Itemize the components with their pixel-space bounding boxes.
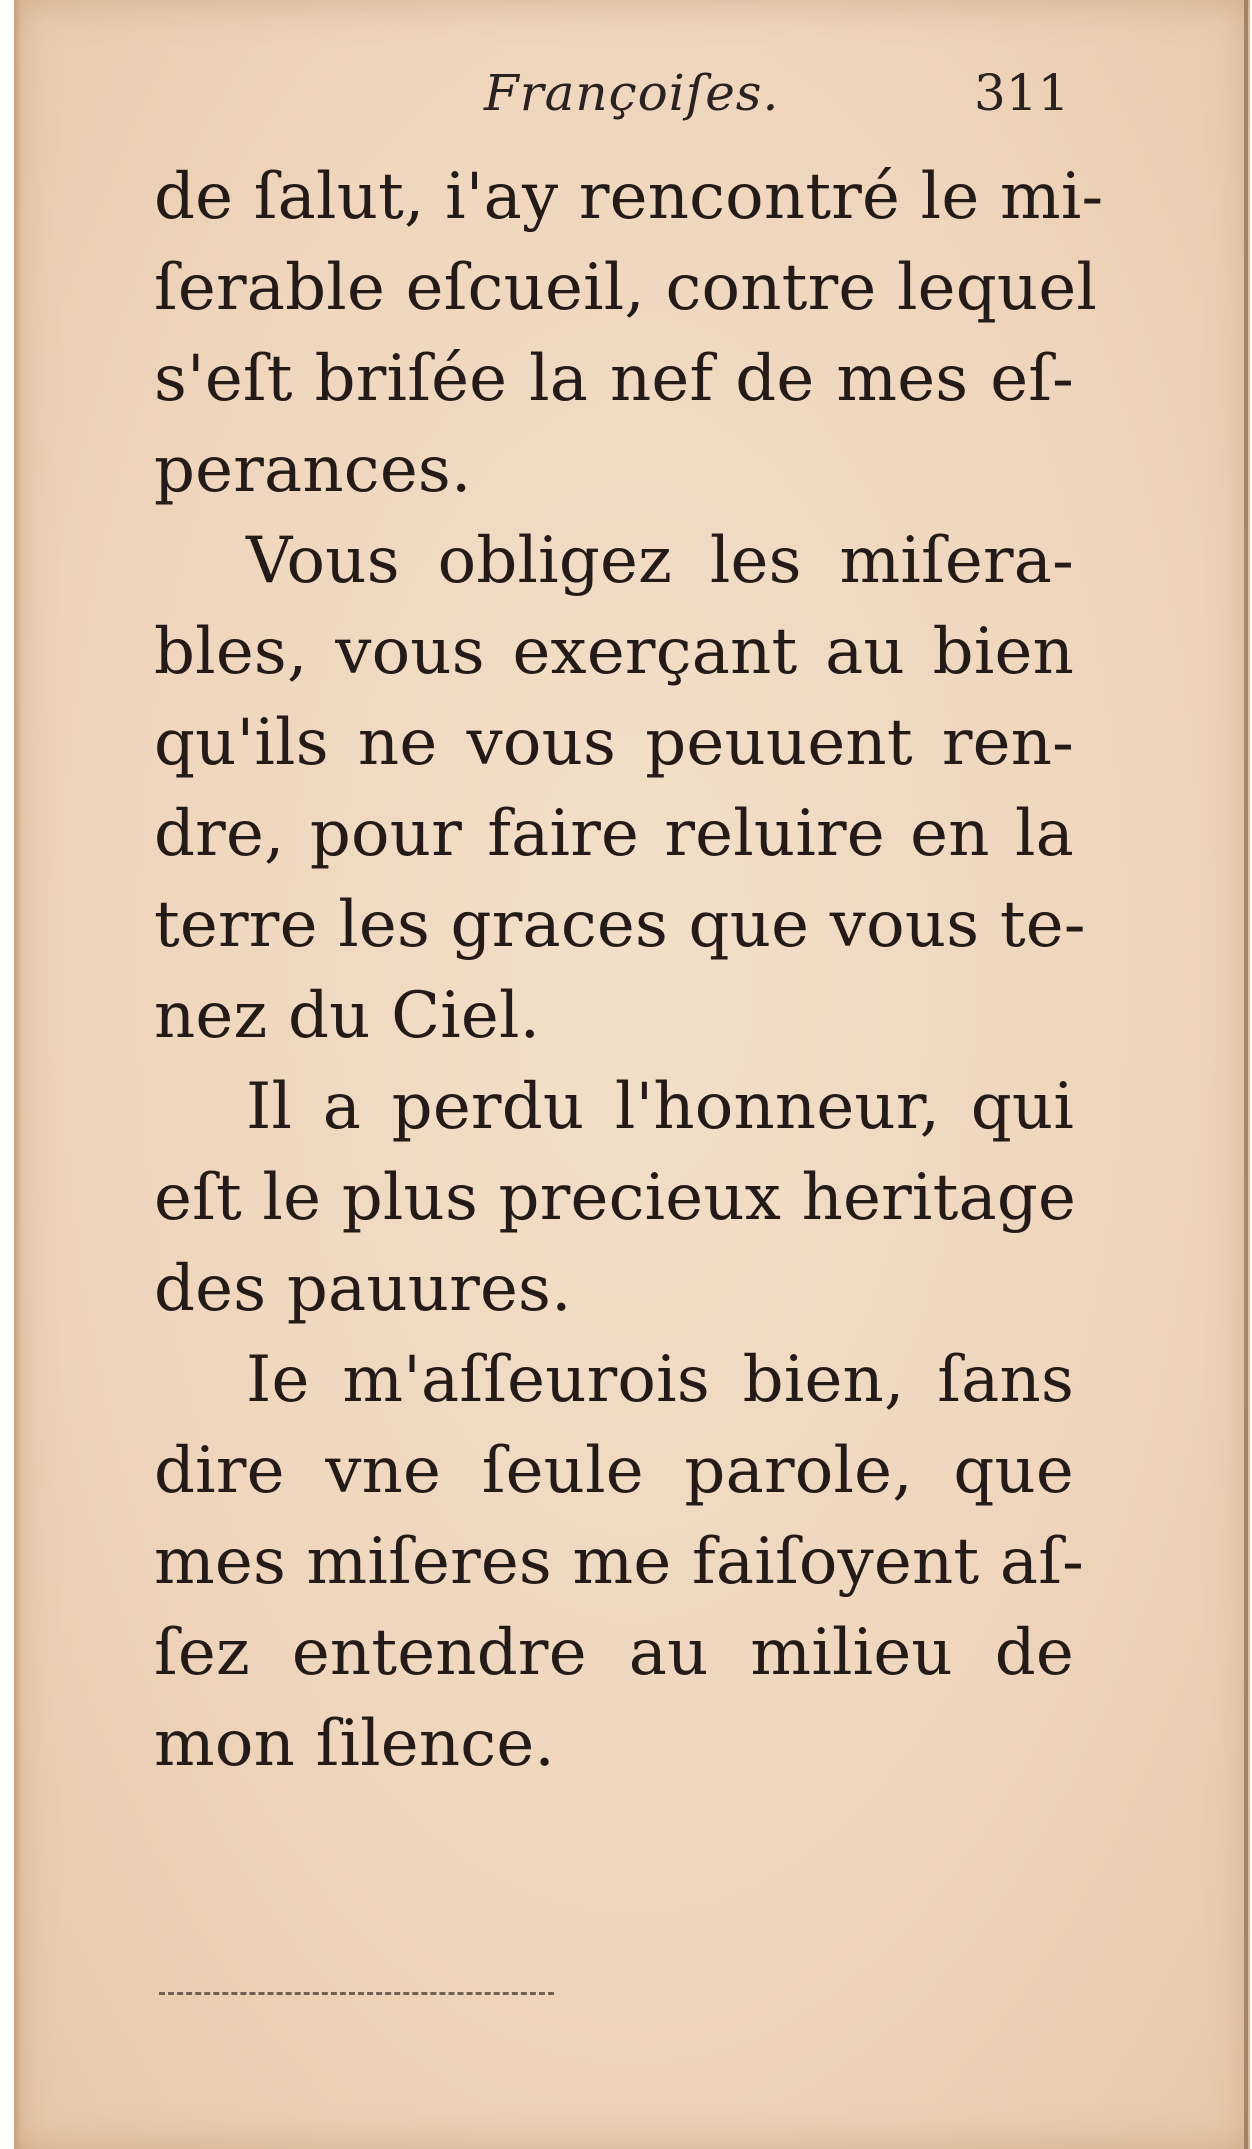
book-page xyxy=(14,0,1250,2149)
running-title: Françoiſes. xyxy=(484,64,780,122)
text-line: ſerable eſcueil, contre lequel xyxy=(154,251,1098,325)
text-line: nez du Ciel. xyxy=(154,979,541,1053)
page-header xyxy=(14,64,1250,134)
text-line: mes miſeres me faiſoyent aſ- xyxy=(154,1525,1084,1599)
text-line: dre, pour faire reluire en la xyxy=(154,797,1074,871)
text-line: eſt le plus precieux heritage xyxy=(154,1161,1077,1235)
text-line: des pauures. xyxy=(154,1252,572,1326)
text-line: s'eſt briſée la nef de mes eſ- xyxy=(154,342,1074,416)
text-line: qu'ils ne vous peuuent ren- xyxy=(154,706,1074,780)
text-line: dire vne ſeule parole, que xyxy=(154,1434,1074,1508)
text-line: terre les graces que vous te- xyxy=(154,888,1086,962)
closing-rule xyxy=(159,1992,554,1995)
page-number: 311 xyxy=(974,64,1070,122)
body-text xyxy=(154,152,1104,1790)
text-line: de ſalut, i'ay rencontré le mi- xyxy=(154,160,1104,234)
text-line: ſez entendre au milieu de xyxy=(154,1616,1074,1690)
text-line: perances. xyxy=(154,433,472,507)
text-line: bles, vous exerçant au bien xyxy=(154,615,1074,689)
text-line: Il a perdu l'honneur, qui xyxy=(246,1070,1074,1144)
text-line: mon ſilence. xyxy=(154,1707,555,1781)
text-line: Vous obligez les miſera- xyxy=(246,524,1074,598)
text-line: Ie m'aſſeurois bien, ſans xyxy=(246,1343,1074,1417)
page-edge xyxy=(1244,0,1248,2149)
